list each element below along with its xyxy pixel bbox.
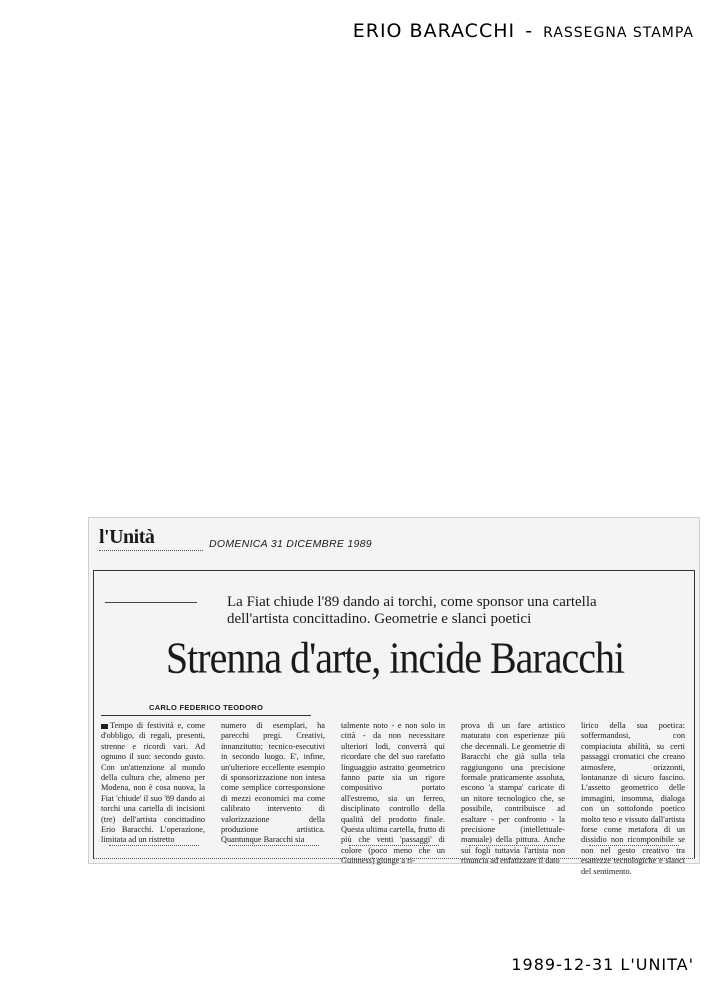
column-end-rule [349,845,439,846]
newspaper-dateline: DOMENICA 31 DICEMBRE 1989 [209,538,372,550]
page-header [0,20,694,42]
column-text: Tempo di festività e, come d'obbligo, di regali, presenti, strenne e ricordi vari. Ad ognuno il suo: secondo gusto. Con un'attenzione al mondo della cultura che, almeno per Modena, non è cosa nuova, la Fiat 'chiude' il suo '89 dando ai torchi una cartella di incisioni (tre) dell'artista concittadino Erio Baracchi. L'operazione, limitata ad un ristretto [101,721,205,845]
article-column-1 [101,721,205,846]
article-column-5: lirico della sua poetica: soffermandosi, con compiaciuta abilità, su certi passaggi cromatici che creano atmosfere, orizzonti, lontananze di sicuro fascino. L'assetto geometrico delle immagini, insomma, dialoga con un sottofondo poetico molto teso e vissuto dall'artista forse come metafora di un dissidio non ricomponibile se non nel gesto creativo tra esattezze tecnologiche e slanci del sentimento. [581,721,685,876]
artist-name: ERIO BARACCHI [352,20,516,42]
article-byline: CARLO FEDERICO TEODORO [149,703,264,712]
article-box-right [694,570,695,858]
column-end-rule [109,845,199,846]
article-box-top [93,570,695,571]
article-subtitle: La Fiat chiude l'89 dando ai torchi, come sponsor una cartella dell'artista concittadino. Geometrie e slanci poetici [227,594,597,627]
article-column-3: talmente noto - e non solo in città - da non necessitare ulteriori lodi, converrà qui ricordare che del suo rarefatto linguaggio astratto geometrico fanno parte sia un rigore compositivo portato all'estremo, sia un ferreo, disciplinato controllo della qualità del prodotto finale. Questa ultima cartella, frutto di più che venti 'passaggi' di colore (poco meno che un Guinness) giunge a ri- [341,721,445,866]
subtitle-rule [105,602,197,603]
article-box-left [93,570,94,858]
newspaper-masthead: l'Unità [99,526,155,548]
newspaper-clipping [88,517,700,876]
paragraph-bullet-icon [101,724,108,729]
byline-rule [101,715,311,716]
masthead-rule [99,550,203,551]
article-title: Strenna d'arte, incide Baracchi [165,632,625,683]
article-column-2: numero di esemplari, ha parecchi pregi. Creativi, innanzitutto; tecnico-esecutivi in secondo luogo. E', infine, un'ulteriore eccellente esempio di sponsorizzazione non intesa come semplice corresponsione di mezzi economici ma come calibrato intervento di valorizzazione della produzione artistica. Quantunque Baracchi sia [221,721,325,845]
column-end-rule [229,845,319,846]
section-title: RASSEGNA STAMPA [543,25,694,41]
article-column-4: prova di un fare artistico maturato con esperienze più che decennali. Le geometrie di Baracchi che già sulla tela raggiungono una precisione formale praticamente assoluta, escono 'a stampa' caricate di un nitore tecnologico che, se possibile, contribuisce ad esaltare - per confronto - la precisione (intellettuale-manuale) della pittura. Anche sui fogli tuttavia l'artista non rinuncia ad enfatizzare il dato [461,721,565,866]
footer-caption: 1989-12-31 L'UNITA' [511,955,694,974]
header-separator: - [525,20,534,42]
column-end-rule [589,845,679,846]
column-end-rule [469,845,559,846]
